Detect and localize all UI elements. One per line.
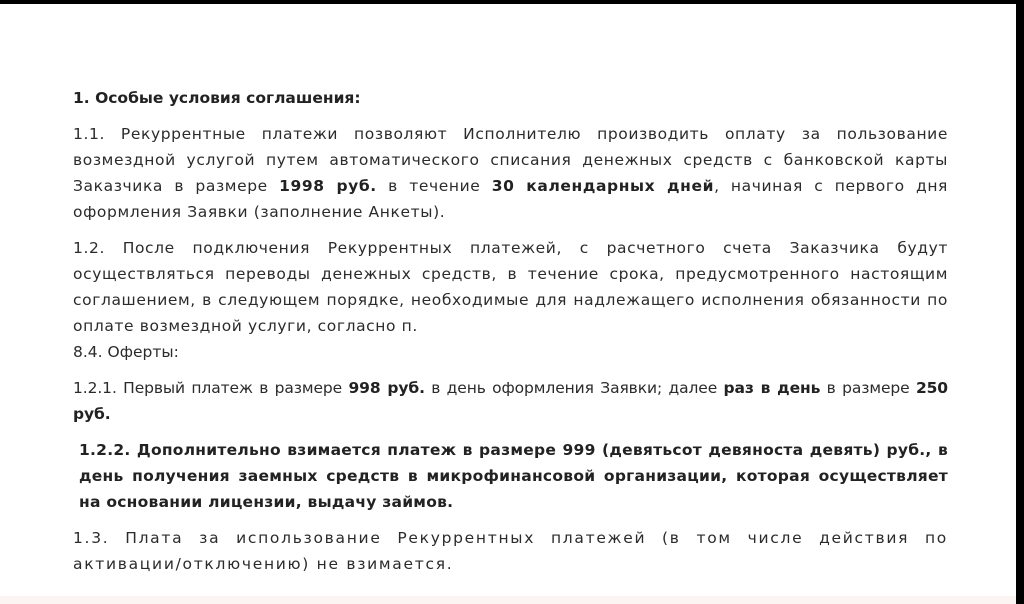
clause-1-2-1-text-a: 1.2.1. Первый платеж в размере [73, 379, 349, 397]
clause-1-1-text-a: 1.1. Рекуррентные платежи позволяют Исполнителю производить оплату за пользование возмездной услугой путем автоматического списания денежных средств с банковской карты Заказчика в размере [73, 125, 948, 195]
section-heading: 1. Особые условия соглашения: [73, 89, 361, 107]
clause-1-2-1-first-amount: 998 руб. [348, 379, 425, 397]
clause-1-2-1-text-c: в размере [820, 379, 916, 397]
clause-1-1 [73, 121, 948, 225]
clause-1-1-amount: 1998 руб. [279, 177, 377, 195]
agreement-content [73, 85, 948, 587]
clause-1-2 [73, 235, 948, 339]
clause-1-1-text-c: , начиная с первого дня оформления Заявки (заполнение Анкеты). [73, 177, 948, 221]
clause-1-2-reference: 8.4. Оферты: [73, 343, 179, 361]
clause-1-2-1-frequency: раз в день [723, 379, 821, 397]
clause-1-2-1-text-b: в день оформления Заявки; далее [424, 379, 724, 397]
clause-1-2-1-daily-amount: 250 руб. [73, 379, 948, 423]
clause-1-2-1 [73, 375, 948, 427]
clause-1-3: 1.3. Плата за использование Рекуррентных платежей (в том числе действия по активации/отключению) не взимается. [73, 529, 948, 573]
clause-1-1-text-b: в течение [376, 177, 492, 195]
page-bottom-strip [0, 596, 1016, 604]
clause-1-1-period: 30 календарных дней [491, 177, 715, 195]
document-page [0, 4, 1016, 604]
clause-1-2-text: 1.2. После подключения Рекуррентных платежей, с расчетного счета Заказчика будут осуществляться переводы денежных средств, в течение срока, предусмотренного настоящим соглашением, в следующем порядке, необходимые для надлежащего исполнения обязанности по оплате возмездной услуги, согласно п. [73, 239, 948, 335]
clause-1-2-2: 1.2.2. Дополнительно взимается платеж в размере 999 (девятьсот девяноста девять) руб., в день получения заемных средств в микрофинансовой организации, которая осуществляет на основании лицензии, выдачу займов. [79, 441, 948, 511]
